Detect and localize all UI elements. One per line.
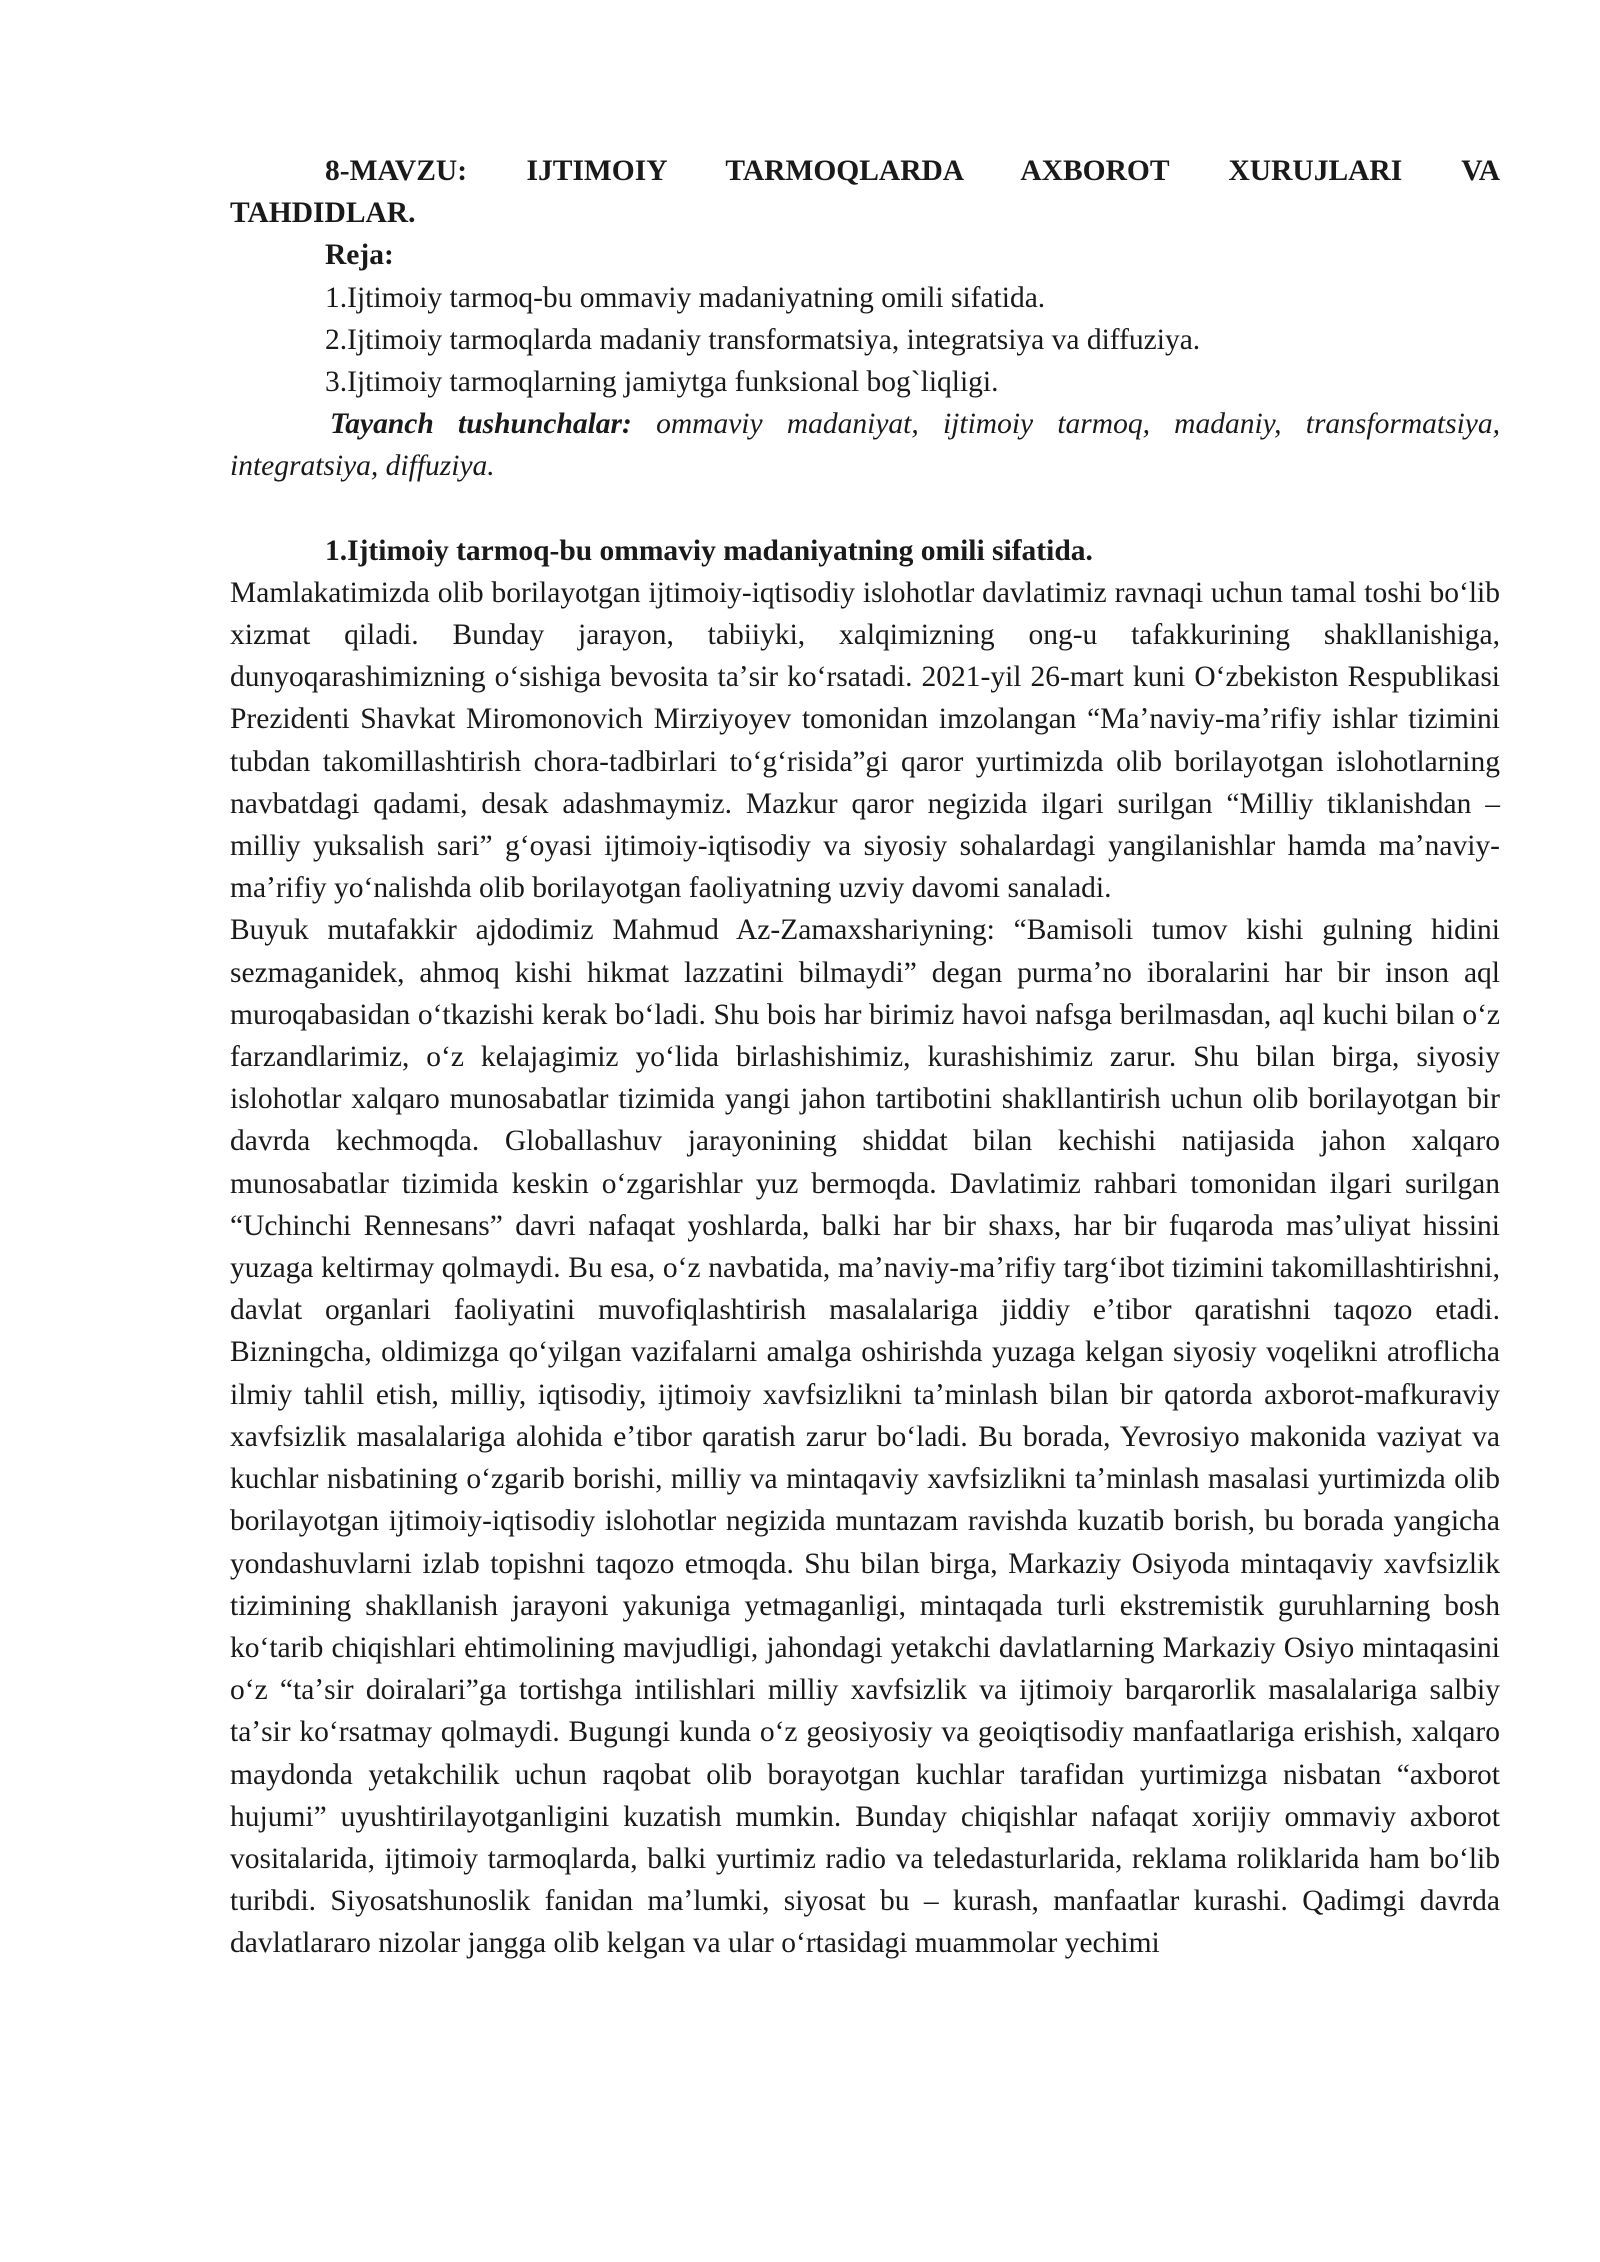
plan-item-3: 3.Ijtimoiy tarmoqlarning jamiytga funksional bog`liqligi. <box>325 366 999 399</box>
keywords-text: ommaviy madaniyat, ijtimoiy tarmoq, madaniy, transformatsiya, integratsiya, diffuziya. <box>230 408 1500 483</box>
title-line-2: TAHDIDLAR. <box>230 197 416 230</box>
keywords-label: Tayanch tushunchalar: <box>330 408 632 441</box>
spacer <box>230 488 1500 530</box>
plan-item-2: 2.Ijtimoiy tarmoqlarda madaniy transformatsiya, integratsiya va diffuziya. <box>325 323 1201 356</box>
title-line-1: 8-MAVZU: IJTIMOIY TARMOQLARDA AXBOROT XURUJLARI VA <box>325 155 1500 187</box>
body-paragraph-2: Buyuk mutafakkir ajdodimiz Mahmud Az-Zamaxshariyning: “Bamisoli tumov kishi gulning hidini sezmaganidek, ahmoq kishi hikmat lazzatini bilmaydi” degan purmaʼno iboralarini har bir inson aql muroqabasidan oʻtkazishi kerak boʻladi. Shu bois har birimiz havoi nafsga berilmasdan, aql kuchi bilan oʻz farzandlarimiz, oʻz kelajagimiz yoʻlida birlashishimiz, kurashishimiz zarur. Shu bilan birga, siyosiy islohotlar xalqaro munosabatlar tizimida yangi jahon tartibotini shakllantirish uchun olib borilayotgan bir davrda kechmoqda. Globallashuv jarayonining shiddat bilan kechishi natijasida jahon xalqaro munosabatlar tizimida keskin oʻzgarishlar yuz bermoqda. Davlatimiz rahbari tomonidan ilgari surilgan “Uchinchi Rennesans” davri nafaqat yoshlarda, balki har bir shaxs, har bir fuqaroda masʼuliyat hissini yuzaga keltirmay qolmaydi. Bu esa, oʻz navbatida, maʼnaviy-maʼrifiy targʻibot tizimini takomillashtirishni, davlat organlari faoliyatini muvofiqlashtirish masalalariga jiddiy eʼtibor qaratishni taqozo etadi. Bizningcha, oldimizga qoʻyilgan vazifalarni amalga oshirishda yuzaga kelgan siyosiy voqelikni atroflicha ilmiy tahlil etish, milliy, iqtisodiy, ijtimoiy xavfsizlikni taʼminlash bilan bir qatorda axborot-mafkuraviy xavfsizlik masalalariga alohida eʼtibor qaratish zarur boʻladi. Bu borada, Yevrosiyo makonida vaziyat va kuchlar nisbatining oʻzgarib borishi, milliy va mintaqaviy xavfsizlikni taʼminlash masalasi yurtimizda olib borilayotgan ijtimoiy-iqtisodiy islohotlar negizida muntazam ravishda kuzatib borish, bu borada yangicha yondashuvlarni izlab topishni taqozo etmoqda. Shu bilan birga, Markaziy Osiyoda mintaqaviy xavfsizlik tizimining shakllanish jarayoni yakuniga yetmaganligi, mintaqada turli ekstremistik guruhlarning bosh koʻtarib chiqishlari ehtimolining mavjudligi, jahondagi yetakchi davlatlarning Markaziy Osiyo mintaqasini oʻz “taʼsir doiralari”ga tortishga intilishlari milliy xavfsizlik va ijtimoiy barqarorlik masalalariga salbiy taʼsir koʻrsatmay qolmaydi. Bugungi kunda oʻz geosiyosiy va geoiqtisodiy manfaatlariga erishish, xalqaro maydonda yetakchilik uchun raqobat olib borayotgan kuchlar tarafidan yurtimizga nisbatan “axborot hujumi” uyushtirilayotganligini kuzatish mumkin. Bunday chiqishlar nafaqat xorijiy ommaviy axborot vositalarida, ijtimoiy tarmoqlarda, balki yurtimiz radio va teledasturlarida, reklama roliklarida ham boʻlib turibdi. Siyosatshunoslik fanidan maʼlumki, siyosat bu – kurash, manfaatlar kurashi. Qadimgi davrda davlatlararo nizolar jangga olib kelgan va ular oʻrtasidagi muammolar yechimi <box>230 914 1500 1960</box>
plan-block <box>230 234 1500 403</box>
plan-title: Reja: <box>325 239 394 272</box>
body-paragraph-1: Mamlakatimizda olib borilayotgan ijtimoiy-iqtisodiy islohotlar davlatimiz ravnaqi uchun tamal toshi boʻlib xizmat qiladi. Bunday jarayon, tabiiyki, xalqimizning ong-u tafakkurining shakllanishiga, dunyoqarashimizning oʻsishiga bevosita taʼsir koʻrsatadi. 2021-yil 26-mart kuni Oʻzbekiston Respublikasi Prezidenti Shavkat Miromonovich Mirziyoyev tomonidan imzolangan “Maʼnaviy-maʼrifiy ishlar tizimini tubdan takomillashtirish chora-tadbirlari toʻgʻrisida”gi qaror yurtimizda olib borilayotgan islohotlarning navbatdagi qadami, desak adashmaymiz. Mazkur qaror negizida ilgari surilgan “Milliy tiklanishdan – milliy yuksalish sari” gʻoyasi ijtimoiy-iqtisodiy va siyosiy sohalardagi yangilanishlar hamda maʼnaviy-maʼrifiy yoʻnalishda olib borilayotgan faoliyatning uzviy davomi sanaladi. <box>230 576 1500 905</box>
plan-item-1: 1.Ijtimoiy tarmoq-bu ommaviy madaniyatning omili sifatida. <box>325 281 1046 314</box>
document-page <box>230 150 1500 1965</box>
page-title <box>230 150 1500 234</box>
keywords-paragraph <box>230 403 1500 487</box>
section-1-title: 1.Ijtimoiy tarmoq-bu ommaviy madaniyatning omili sifatida. <box>325 534 1093 567</box>
